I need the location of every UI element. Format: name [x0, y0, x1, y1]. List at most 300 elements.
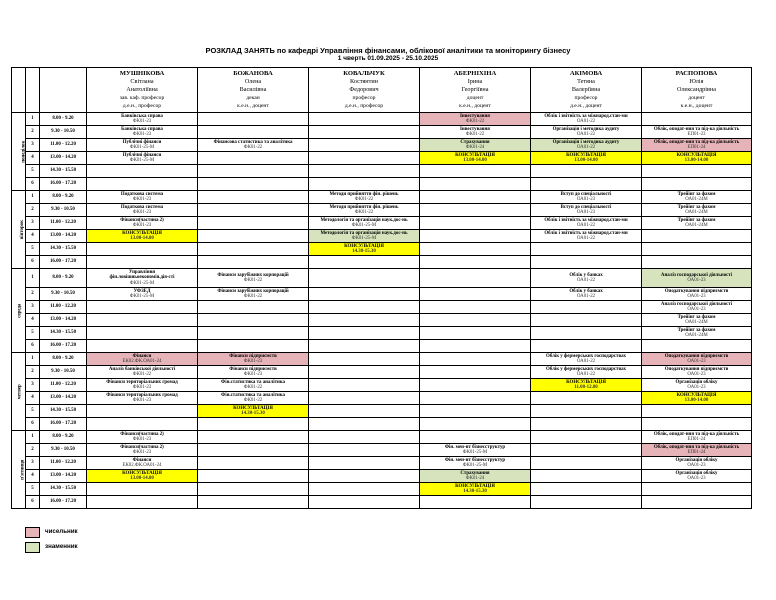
lesson-time: 11.00 - 12.20 — [40, 217, 87, 230]
subject-name: Оподаткування підприємств — [664, 353, 729, 359]
schedule-cell — [198, 327, 309, 340]
schedule-cell — [87, 269, 198, 288]
schedule-cell — [642, 340, 752, 353]
schedule-cell — [87, 340, 198, 353]
schedule-cell — [309, 392, 420, 405]
group-code: ЕК02.ФК.ОА01-24 — [122, 463, 162, 468]
schedule-cell — [420, 204, 531, 217]
subject-name: Інвестування — [460, 126, 490, 132]
group-code: 13.00-14.00 — [684, 158, 709, 163]
schedule-cell — [531, 165, 642, 178]
subject-name: Організація і методика аудиту — [552, 126, 620, 132]
subject-name: Банківська справа — [121, 126, 163, 132]
group-code: ФК01-22 — [243, 398, 263, 403]
subject-name: Облік, оподат-ння та під-ка діяльність — [653, 444, 740, 450]
schedule-cell — [309, 340, 420, 353]
group-code: ОА01-22 — [576, 132, 596, 137]
schedule-cell — [87, 379, 198, 392]
group-code: 13.00-14.00 — [463, 158, 487, 163]
day-name: середа — [17, 303, 23, 318]
teacher-name: Ірина — [467, 78, 483, 85]
schedule-cell — [531, 340, 642, 353]
subject-name: Трейінг за фахом — [677, 217, 716, 223]
schedule-cell — [420, 392, 531, 405]
subject-name: Фін. мен-нт бізнесструктур — [444, 457, 506, 463]
lesson-number: 2 — [26, 288, 40, 301]
lesson-time: 14.30 - 15.50 — [40, 327, 87, 340]
teacher-header — [531, 68, 642, 113]
subject-name: Фінанси — [132, 353, 152, 359]
group-code: ФК01-23 — [243, 372, 263, 377]
schedule-cell — [642, 256, 752, 269]
subject-name: Публічні фінанси — [122, 152, 162, 158]
header-blank — [40, 68, 87, 113]
subject-name: Методологія та організація наук.дос-нь — [320, 217, 408, 223]
schedule-cell — [642, 178, 752, 191]
teacher-patronymic: Анатоліївна — [126, 86, 158, 93]
teacher-position: доцент — [466, 95, 484, 101]
schedule-cell — [309, 217, 420, 230]
schedule-cell — [309, 204, 420, 217]
subject-name: Облік, оподат-ння та під-ка діяльність — [653, 431, 740, 437]
schedule-cell — [309, 405, 420, 418]
subject-name: Облік, оподат-ння та під-ка діяльність — [653, 139, 740, 145]
schedule-cell — [642, 496, 752, 509]
lesson-number: 1 — [26, 191, 40, 204]
subject-name: Фінанси територіальних громад — [106, 392, 178, 398]
schedule-cell — [87, 204, 198, 217]
table-row — [12, 379, 752, 392]
teacher-degree: д.е.н., доцент — [570, 103, 602, 109]
teacher-degree: д.е.н., професор — [122, 103, 162, 109]
lesson-time: 16.00 - 17.20 — [40, 178, 87, 191]
teacher-header — [309, 68, 420, 113]
schedule-cell — [198, 126, 309, 139]
teacher-degree: д.е.н., професор — [344, 103, 384, 109]
group-code: 14.30-15.30 — [352, 249, 376, 254]
lesson-number: 5 — [26, 405, 40, 418]
teacher-header — [198, 68, 309, 113]
schedule-cell — [531, 431, 642, 444]
lesson-number: 6 — [26, 418, 40, 431]
group-code: ЕП01-24 — [687, 450, 706, 455]
schedule-cell — [198, 217, 309, 230]
lesson-time: 9.30 - 10.50 — [40, 288, 87, 301]
group-code: ФК01-25-М — [129, 158, 155, 163]
subject-name: Фінанси — [132, 457, 152, 463]
subject-name: Методи прийняття фін. рішень — [329, 204, 399, 210]
subject-name: Фінанси зарубіжних корпорацій — [217, 288, 289, 294]
schedule-cell — [87, 256, 198, 269]
lesson-time: 8.00 - 9.20 — [40, 113, 87, 126]
lesson-time: 9.30 - 10.50 — [40, 126, 87, 139]
table-row — [12, 126, 752, 139]
schedule-cell — [198, 269, 309, 288]
schedule-cell — [309, 139, 420, 152]
schedule-cell — [420, 366, 531, 379]
day-name: п'ятниця — [20, 459, 26, 480]
group-code: ОА01-23 — [687, 476, 706, 481]
teacher-name: Світлана — [130, 78, 154, 85]
schedule-cell — [531, 256, 642, 269]
day-name: четвер — [17, 384, 23, 399]
group-code: ФК01-23 — [132, 385, 152, 390]
group-code: ОА01-22 — [576, 145, 596, 150]
group-code: ФК01-25-М — [462, 450, 488, 455]
schedule-cell — [309, 353, 420, 366]
schedule-cell — [198, 113, 309, 126]
teacher-surname: АКІМОВА — [569, 70, 603, 77]
schedule-cell — [87, 444, 198, 457]
group-code: ОА01-23 — [687, 372, 706, 377]
lesson-time: 13.00 - 14.20 — [40, 230, 87, 243]
schedule-cell — [420, 496, 531, 509]
group-code: ОА01-23 — [687, 294, 706, 299]
schedule-cell — [531, 178, 642, 191]
lesson-time: 14.30 - 15.50 — [40, 405, 87, 418]
table-row — [12, 301, 752, 314]
schedule-cell — [642, 366, 752, 379]
teacher-position: професор — [574, 95, 598, 101]
schedule-cell — [642, 113, 752, 126]
lesson-number: 5 — [26, 243, 40, 256]
schedule-cell — [309, 418, 420, 431]
lesson-time: 13.00 - 14.20 — [40, 470, 87, 483]
schedule-cell — [198, 230, 309, 243]
lesson-number: 6 — [26, 178, 40, 191]
subject-name: Організація і методика аудиту — [552, 139, 620, 145]
lesson-number: 1 — [26, 269, 40, 288]
lesson-time: 16.00 - 17.20 — [40, 496, 87, 509]
teacher-position: зав. каф. професор — [119, 95, 165, 101]
schedule-cell — [531, 139, 642, 152]
schedule-cell — [87, 178, 198, 191]
schedule-cell — [198, 405, 309, 418]
teacher-header-row — [12, 68, 752, 113]
group-code: ОА01-23 — [687, 359, 706, 364]
group-code: ФК01-22 — [354, 210, 374, 215]
schedule-body — [12, 68, 752, 509]
schedule-cell — [642, 301, 752, 314]
group-code: ФК01-22 — [243, 278, 263, 283]
group-code: ФК01-23 — [243, 359, 263, 364]
schedule-cell — [309, 191, 420, 204]
schedule-cell — [309, 457, 420, 470]
subject-name: КОНСУЛЬТАЦІЯ — [455, 152, 495, 158]
group-code: ОА01-23 — [687, 463, 706, 468]
schedule-cell — [420, 405, 531, 418]
schedule-cell — [87, 314, 198, 327]
day-name: вівторок — [19, 219, 25, 240]
subject-name: КОНСУЛЬТАЦІЯ — [566, 152, 606, 158]
schedule-cell — [87, 243, 198, 256]
group-code: ФК01-25-М — [129, 280, 155, 286]
lesson-time: 8.00 - 9.20 — [40, 269, 87, 288]
table-row — [12, 431, 752, 444]
subject-name: Облік у банках — [569, 272, 603, 278]
schedule-cell — [531, 496, 642, 509]
group-code: ОА01-23 — [576, 197, 596, 202]
teacher-header — [87, 68, 198, 113]
schedule-cell — [642, 314, 752, 327]
lesson-number: 4 — [26, 314, 40, 327]
group-code: ФК01-23 — [132, 223, 152, 228]
subject-name: Фінанси(частина 2) — [120, 431, 164, 437]
schedule-cell — [531, 126, 642, 139]
subject-name: Облік у банках — [569, 288, 603, 294]
table-row — [12, 470, 752, 483]
schedule-cell — [642, 204, 752, 217]
schedule-cell — [531, 379, 642, 392]
group-code: ОА01-23 — [687, 278, 706, 283]
subject-name: Аналіз господарської діяльності — [660, 301, 733, 307]
schedule-cell — [531, 230, 642, 243]
schedule-cell — [198, 139, 309, 152]
group-code: ЕП01-24 — [687, 437, 706, 442]
schedule-table — [11, 67, 752, 509]
schedule-cell — [420, 418, 531, 431]
teacher-surname: БОЖАНОВА — [233, 70, 273, 77]
lesson-number: 5 — [26, 165, 40, 178]
teacher-surname: АБЕРНІХІНА — [453, 70, 497, 77]
lesson-time: 13.00 - 14.20 — [40, 314, 87, 327]
lesson-number: 4 — [26, 470, 40, 483]
schedule-cell — [642, 191, 752, 204]
schedule-cell — [531, 243, 642, 256]
schedule-cell — [309, 288, 420, 301]
group-code: ФК01-25-М — [351, 223, 377, 228]
schedule-cell — [531, 418, 642, 431]
subject-name: КОНСУЛЬТАЦІЯ — [566, 379, 606, 385]
group-code: ФК01-23 — [132, 132, 152, 137]
lesson-number: 2 — [26, 126, 40, 139]
subject-name: Фін.статистика та аналітика — [221, 392, 285, 398]
table-row — [12, 327, 752, 340]
schedule-cell — [309, 327, 420, 340]
schedule-cell — [87, 431, 198, 444]
schedule-cell — [531, 301, 642, 314]
day-name: понеділок — [21, 140, 27, 163]
lesson-time: 16.00 - 17.20 — [40, 418, 87, 431]
table-row — [12, 178, 752, 191]
schedule-cell — [309, 230, 420, 243]
schedule-cell — [87, 392, 198, 405]
schedule-cell — [309, 431, 420, 444]
table-row — [12, 269, 752, 288]
schedule-cell — [309, 126, 420, 139]
schedule-cell — [642, 243, 752, 256]
lesson-time: 16.00 - 17.20 — [40, 256, 87, 269]
lesson-time: 9.30 - 10.50 — [40, 204, 87, 217]
teacher-name: Костянтин — [350, 78, 378, 85]
schedule-cell — [420, 217, 531, 230]
schedule-cell — [531, 444, 642, 457]
legend-label: чисельник — [45, 528, 78, 535]
schedule-cell — [87, 418, 198, 431]
lesson-number: 2 — [26, 204, 40, 217]
group-code: ФК01-23 — [132, 210, 152, 215]
lesson-time: 14.30 - 15.50 — [40, 165, 87, 178]
schedule-cell — [642, 165, 752, 178]
group-code: ОА01-23 — [576, 210, 596, 215]
lesson-number: 6 — [26, 496, 40, 509]
teacher-position: доцент — [688, 95, 705, 101]
group-code: ФК01-22 — [243, 294, 263, 299]
subject-name: Трейінг за фахом — [677, 327, 716, 333]
group-code: ФК01-22 — [465, 132, 485, 137]
group-code: ФК01-23 — [132, 119, 152, 124]
lesson-time: 14.30 - 15.50 — [40, 483, 87, 496]
lesson-time: 16.00 - 17.20 — [40, 340, 87, 353]
subject-name: Банківська справа — [121, 113, 163, 119]
teacher-patronymic: Василівна — [239, 86, 267, 93]
schedule-cell — [642, 217, 752, 230]
group-code: ОА01-24М — [685, 223, 708, 228]
teacher-surname: МУШНІКОВА — [119, 70, 165, 77]
lesson-number: 3 — [26, 217, 40, 230]
schedule-cell — [531, 366, 642, 379]
table-row — [12, 243, 752, 256]
header-blank — [12, 68, 26, 113]
subject-name: Трейінг за фахом — [677, 314, 716, 320]
subject-name: КОНСУЛЬТАЦІЯ — [455, 483, 495, 489]
table-row — [12, 217, 752, 230]
lesson-time: 11.00 - 12.20 — [40, 457, 87, 470]
schedule-cell — [87, 483, 198, 496]
page-subtitle: 1 чверть 01.09.2025 - 25.10.2025 — [337, 55, 439, 62]
table-row — [12, 191, 752, 204]
subject-name: КОНСУЛЬТАЦІЯ — [122, 230, 162, 236]
day-label — [12, 431, 26, 509]
table-row — [12, 204, 752, 217]
group-code: ОА01-23 — [687, 385, 706, 390]
schedule-cell — [87, 139, 198, 152]
schedule-cell — [87, 327, 198, 340]
lesson-number: 3 — [26, 139, 40, 152]
teacher-degree: к.е.н., доцент — [459, 103, 491, 109]
schedule-cell — [198, 470, 309, 483]
table-row — [12, 353, 752, 366]
schedule-cell — [309, 444, 420, 457]
subject-name: Фінанси(частина 2) — [120, 444, 164, 450]
schedule-cell — [531, 191, 642, 204]
subject-name: Фінанси підприємств — [229, 353, 277, 359]
schedule-cell — [531, 405, 642, 418]
day-label — [12, 353, 26, 431]
legend-swatch-green — [25, 542, 40, 553]
schedule-cell — [87, 191, 198, 204]
group-code: ФК01-23 — [132, 450, 152, 455]
group-code: ЕК02.ФК.ОА01-24 — [122, 359, 162, 364]
teacher-patronymic: Олександрівна — [677, 86, 716, 93]
group-code: 13.00-14.00 — [684, 398, 709, 403]
schedule-cell — [87, 353, 198, 366]
lesson-time: 11.00 - 12.20 — [40, 379, 87, 392]
table-row — [12, 392, 752, 405]
teacher-degree: к.е.н., доцент — [237, 103, 269, 109]
schedule-cell — [309, 301, 420, 314]
group-code: ФК01-23 — [132, 437, 152, 442]
subject-name: Фін. мен-нт бізнесструктур — [444, 444, 506, 450]
schedule-cell — [198, 288, 309, 301]
lesson-time: 9.30 - 10.50 — [40, 366, 87, 379]
schedule-cell — [531, 152, 642, 165]
schedule-cell — [642, 288, 752, 301]
schedule-cell — [420, 288, 531, 301]
table-row — [12, 366, 752, 379]
schedule-cell — [198, 314, 309, 327]
lesson-time: 13.00 - 14.20 — [40, 392, 87, 405]
group-code: ОА01-24М — [685, 333, 708, 338]
lesson-time: 11.00 - 12.20 — [40, 301, 87, 314]
subject-name: Фінанси(частина 2) — [120, 217, 164, 223]
table-row — [12, 152, 752, 165]
table-row — [12, 457, 752, 470]
group-code: 11.00-12.00 — [574, 385, 598, 390]
subject-name: Організація обліку — [675, 379, 718, 385]
group-code: ОА01-23 — [687, 307, 706, 312]
schedule-cell — [531, 327, 642, 340]
schedule-cell — [420, 178, 531, 191]
schedule-cell — [642, 230, 752, 243]
lesson-number: 4 — [26, 152, 40, 165]
schedule-cell — [309, 243, 420, 256]
group-code: ОА01-22 — [576, 294, 596, 299]
teacher-name: Юлія — [689, 78, 704, 85]
schedule-cell — [420, 152, 531, 165]
subject-name: Вступ до спеціальності — [560, 191, 612, 197]
schedule-cell — [420, 470, 531, 483]
schedule-cell — [531, 204, 642, 217]
schedule-cell — [420, 301, 531, 314]
schedule-cell — [309, 483, 420, 496]
schedule-cell — [309, 152, 420, 165]
schedule-cell — [198, 152, 309, 165]
subject-name: Організація обліку — [675, 457, 718, 463]
teacher-name: Олена — [244, 78, 262, 85]
group-code: ОА01-22 — [576, 372, 596, 377]
lesson-time: 8.00 - 9.20 — [40, 353, 87, 366]
subject-name: КОНСУЛЬТАЦІЯ — [233, 405, 273, 411]
subject-name: Оподаткування підприємств — [664, 288, 729, 294]
schedule-cell — [642, 139, 752, 152]
schedule-cell — [420, 243, 531, 256]
schedule-cell — [309, 113, 420, 126]
schedule-cell — [531, 217, 642, 230]
schedule-cell — [198, 431, 309, 444]
lesson-number: 1 — [26, 431, 40, 444]
subject-name: Фінансова статистика та аналітика — [213, 139, 293, 145]
schedule-cell — [531, 353, 642, 366]
schedule-cell — [198, 483, 309, 496]
schedule-cell — [198, 340, 309, 353]
subject-name: Вступ до спеціальності — [560, 204, 612, 210]
group-code: ОА01-24М — [685, 210, 708, 215]
schedule-cell — [420, 113, 531, 126]
lesson-number: 6 — [26, 340, 40, 353]
schedule-cell — [420, 139, 531, 152]
schedule-cell — [198, 444, 309, 457]
teacher-header — [420, 68, 531, 113]
teacher-position: декан — [246, 95, 260, 101]
teacher-surname: РАСПОПОВА — [675, 70, 718, 77]
schedule-cell — [198, 392, 309, 405]
schedule-cell — [87, 496, 198, 509]
lesson-time: 9.30 - 10.50 — [40, 444, 87, 457]
schedule-cell — [420, 457, 531, 470]
schedule-cell — [642, 418, 752, 431]
lesson-number: 1 — [26, 353, 40, 366]
